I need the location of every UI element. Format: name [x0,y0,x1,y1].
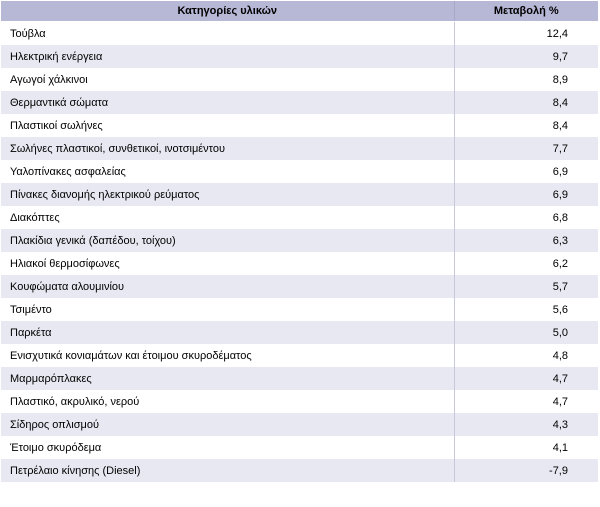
material-name: Υαλοπίνακες ασφαλείας [1,160,454,183]
table-row [1,298,598,321]
table-row [1,91,598,114]
material-name: Πετρέλαιο κίνησης (Diesel) [1,459,454,482]
change-value: 6,9 [454,183,598,206]
material-name: Σωλήνες πλαστικοί, συνθετικοί, ινοτσιμέντου [1,137,454,160]
change-value: 4,7 [454,390,598,413]
change-value: 6,9 [454,160,598,183]
material-name: Έτοιμο σκυρόδεμα [1,436,454,459]
table-row [1,45,598,68]
material-name: Σίδηρος οπλισμού [1,413,454,436]
change-value: 4,3 [454,413,598,436]
table-body [1,22,598,483]
table-row [1,367,598,390]
material-name: Ενισχυτικά κονιαμάτων και έτοιμου σκυροδέματος [1,344,454,367]
change-value: 4,1 [454,436,598,459]
table-row [1,344,598,367]
material-name: Πίνακες διανομής ηλεκτρικού ρεύματος [1,183,454,206]
table-header [1,1,598,22]
table-row [1,321,598,344]
change-value: 8,4 [454,91,598,114]
change-value: 4,8 [454,344,598,367]
material-name: Διακόπτες [1,206,454,229]
table-row [1,22,598,46]
change-value: 5,7 [454,275,598,298]
table-row [1,68,598,91]
material-name: Αγωγοί χάλκινοι [1,68,454,91]
change-value: 6,3 [454,229,598,252]
material-name: Τσιμέντο [1,298,454,321]
table-row [1,252,598,275]
change-value: 12,4 [454,22,598,46]
table-row [1,114,598,137]
table-row [1,183,598,206]
table-row [1,413,598,436]
materials-price-change-table-container [1,1,598,482]
table-row [1,436,598,459]
change-value: 8,9 [454,68,598,91]
table-row [1,459,598,482]
table-row [1,229,598,252]
change-value: 6,8 [454,206,598,229]
materials-price-change-table [1,1,598,482]
change-value: 5,0 [454,321,598,344]
table-row [1,137,598,160]
change-value: 9,7 [454,45,598,68]
material-name: Πλακίδια γενικά (δαπέδου, τοίχου) [1,229,454,252]
material-name: Πλαστικό, ακρυλικό, νερού [1,390,454,413]
change-value: 7,7 [454,137,598,160]
change-value: 6,2 [454,252,598,275]
column-header-category: Κατηγορίες υλικών [1,1,454,22]
material-name: Θερμαντικά σώματα [1,91,454,114]
table-header-row [1,1,598,22]
material-name: Κουφώματα αλουμινίου [1,275,454,298]
material-name: Ηλιακοί θερμοσίφωνες [1,252,454,275]
table-row [1,160,598,183]
change-value: 4,7 [454,367,598,390]
change-value: 8,4 [454,114,598,137]
material-name: Πλαστικοί σωλήνες [1,114,454,137]
change-value: -7,9 [454,459,598,482]
change-value: 5,6 [454,298,598,321]
table-row [1,275,598,298]
material-name: Παρκέτα [1,321,454,344]
material-name: Τούβλα [1,22,454,46]
material-name: Μαρμαρόπλακες [1,367,454,390]
table-row [1,206,598,229]
table-row [1,390,598,413]
column-header-change: Μεταβολή % [454,1,598,22]
material-name: Ηλεκτρική ενέργεια [1,45,454,68]
